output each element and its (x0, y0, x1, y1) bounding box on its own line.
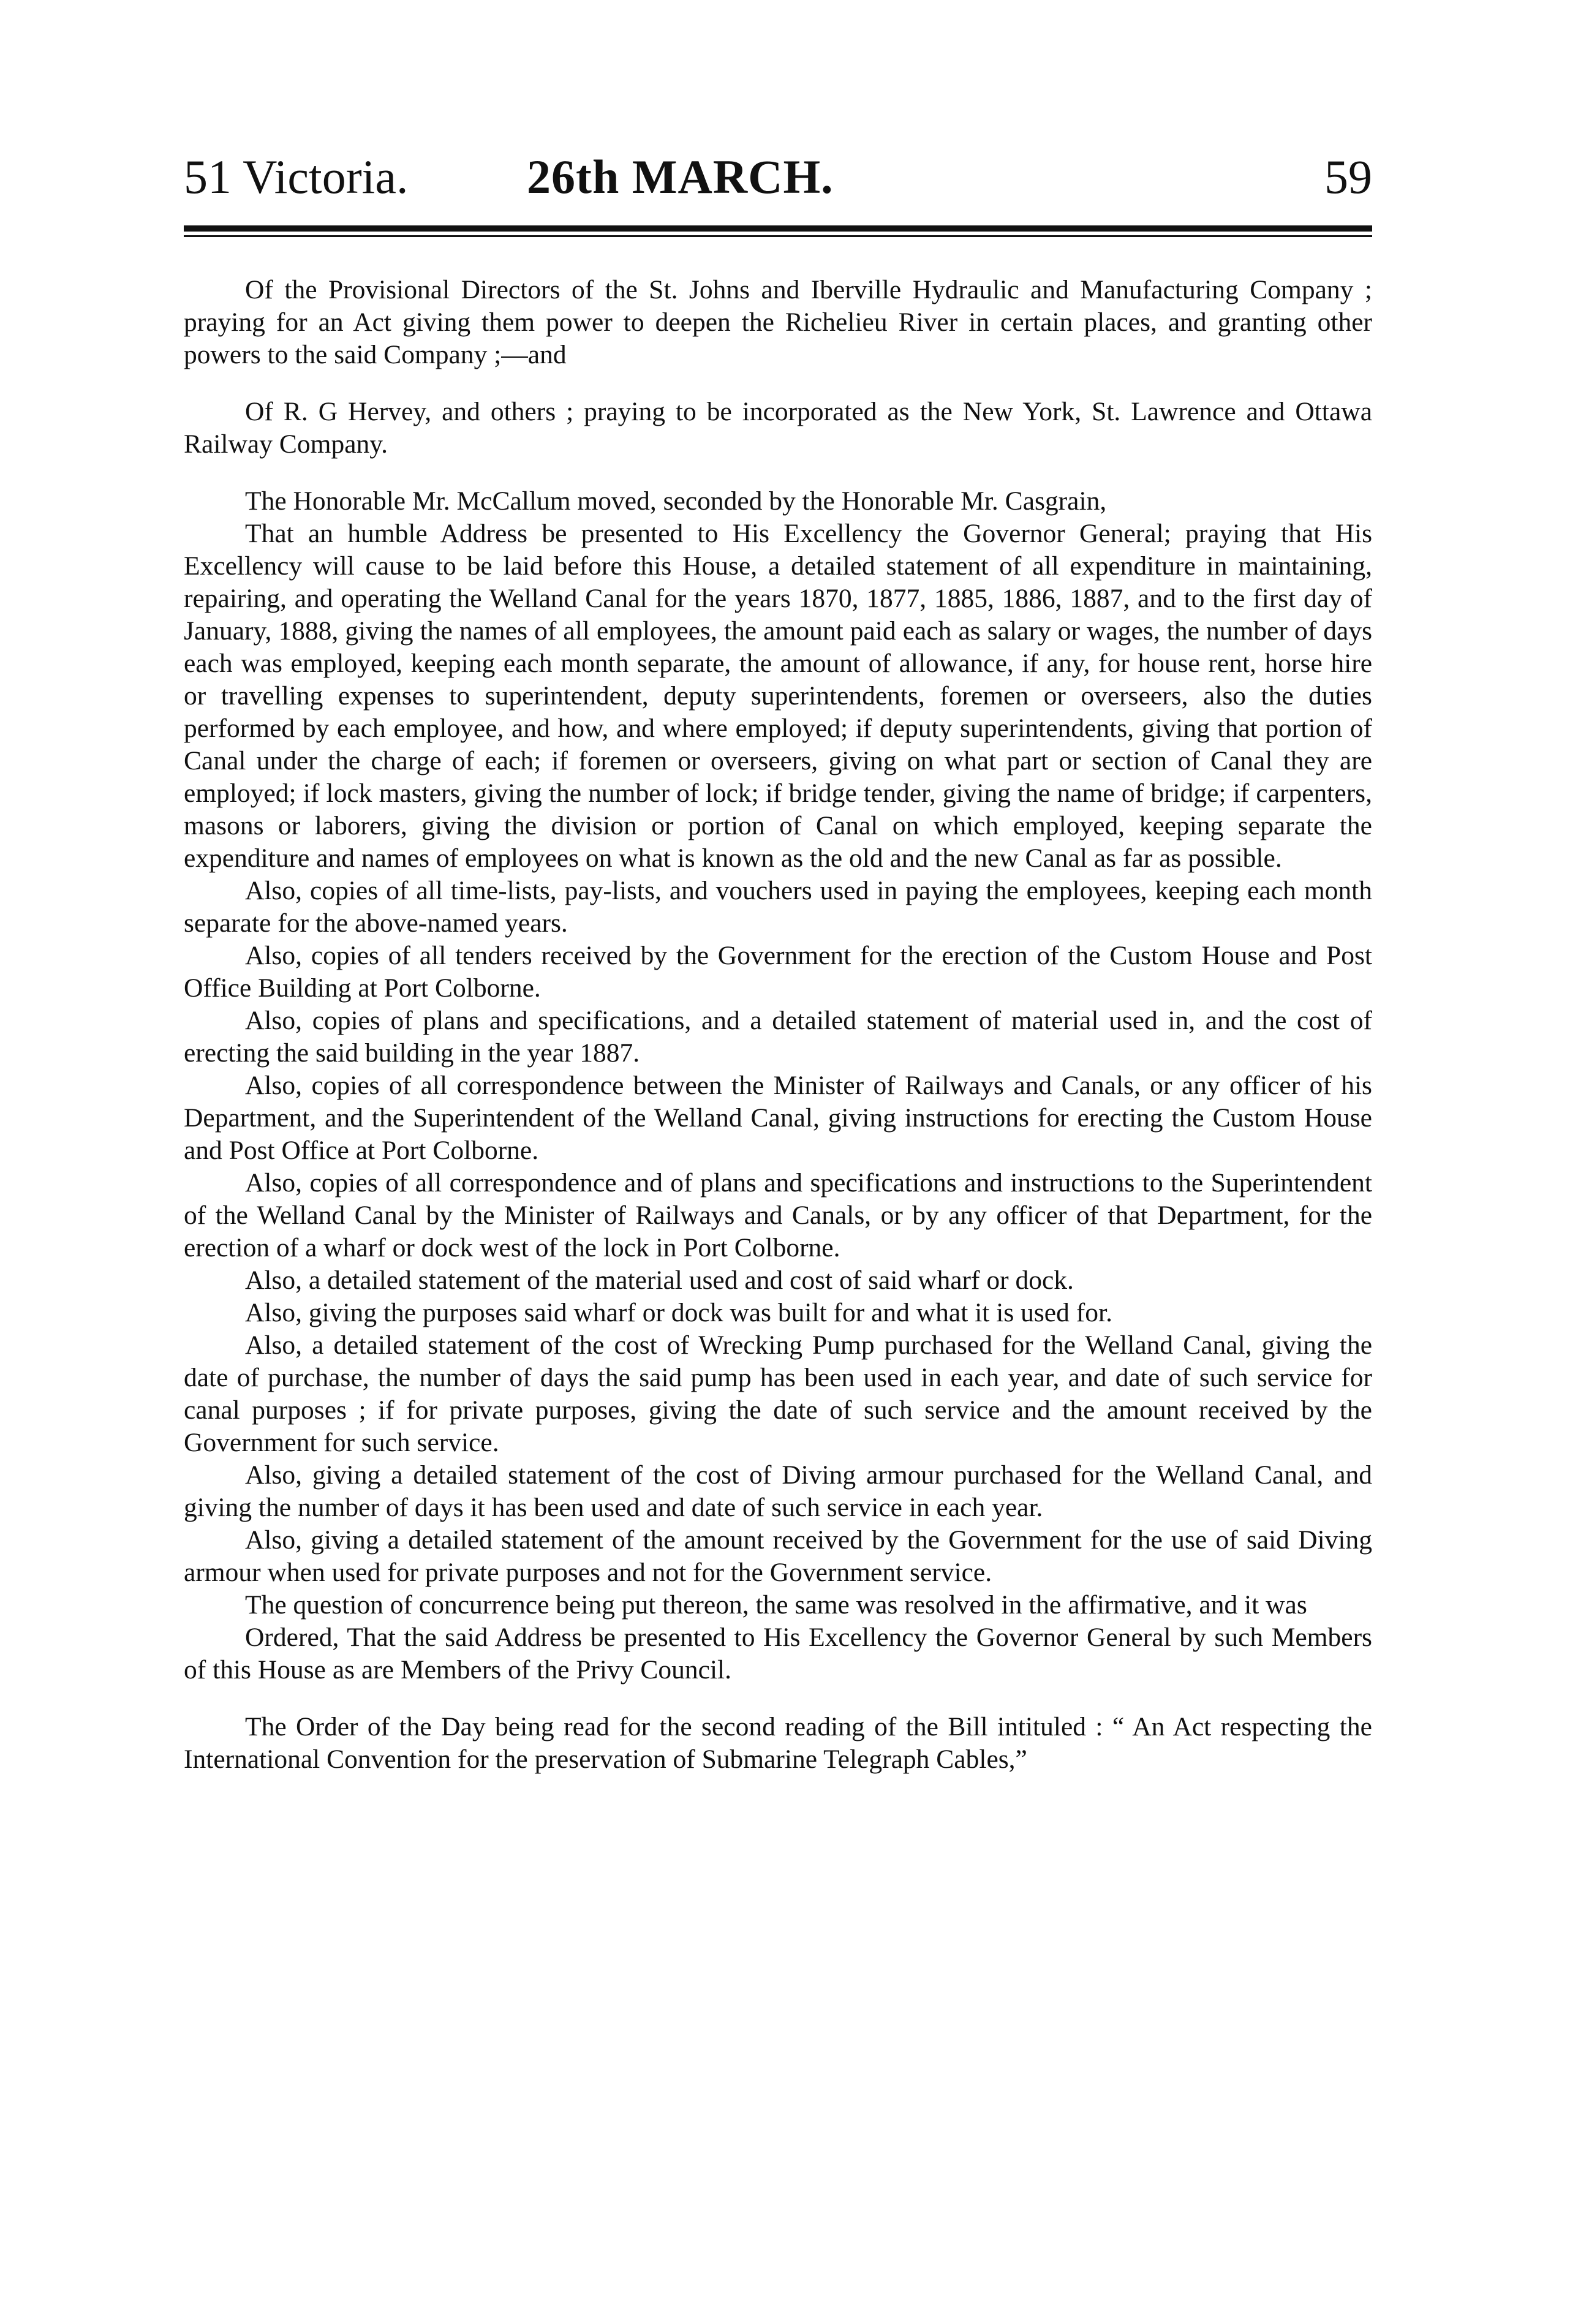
header-rule-thin (184, 235, 1372, 237)
page-body (184, 274, 1372, 1776)
page-header (184, 141, 1372, 214)
address-paragraph: Also, giving the purposes said wharf or dock was built for and what it is used for. (245, 1298, 1112, 1327)
motion-paragraph: The Honorable Mr. McCallum moved, seconded by the Honorable Mr. Casgrain, (245, 486, 1107, 516)
address-paragraph: Also, copies of plans and specifications, and a detailed statement of material used in, and the cost of erecting the said building in the year 1887. (184, 1006, 1372, 1068)
page-number: 59 (1324, 150, 1372, 203)
address-paragraph: Also, copies of all time-lists, pay-lists, and vouchers used in paying the employees, keeping each month separate for the above-named years. (184, 876, 1372, 938)
order-paragraph: Ordered, That the said Address be presented to His Excellency the Governor General by such Members of this House as are Members of the Privy Council. (184, 1623, 1372, 1685)
address-paragraph: Also, a detailed statement of the cost of Wrecking Pump purchased for the Welland Canal, giving the date of purchase, the number of days the said pump has been used in each year, and date of such service for canal purposes ; if for private purposes, giving the date of such service and the amount received by the Government for such service. (184, 1330, 1372, 1457)
bill-paragraph: The Order of the Day being read for the second reading of the Bill intituled : “ An Act respecting the International Convention for the preservation of Submarine Telegraph Cables,” (184, 1712, 1372, 1774)
running-head-session: 51 Victoria. (184, 150, 409, 203)
resolution-paragraph: The question of concurrence being put thereon, the same was resolved in the affirmative, and it was (245, 1590, 1307, 1620)
address-paragraph: Also, a detailed statement of the material used and cost of said wharf or dock. (245, 1266, 1074, 1295)
address-paragraph: That an humble Address be presented to His Excellency the Governor General; praying that His Excellency will cause to be laid before this House, a detailed statement of all expenditure in maintaining, repairing, and operating the Welland Canal for the years 1870, 1877, 1885, 1886, 1887, and to the first day of January, 1888, giving the names of all employees, the amount paid each as salary or wages, the number of days each was employed, keeping each month separate, the amount of allowance, if any, for house rent, horse hire or travelling expenses to superintendent, deputy superintendents, foremen or overseers, also the duties performed by each employee, and how, and where employed; if deputy superintendents, giving that portion of Canal under the charge of each; if foremen or overseers, giving on what part or section of Canal they are employed; if lock masters, giving the number of lock; if bridge tender, giving the name of bridge; if carpenters, masons or laborers, giving the division or portion of Canal on which employed, keeping separate the expenditure and names of employees on what is known as the old and the new Canal as far as possible. (184, 519, 1372, 873)
address-paragraph: Also, copies of all correspondence and of plans and specifications and instructions to the Superintendent of the Welland Canal by the Minister of Railways and Canals, or by any officer of that Department, for the erection of a wharf or dock west of the lock in Port Colborne. (184, 1168, 1372, 1262)
petition-paragraph: Of the Provisional Directors of the St. Johns and Iberville Hydraulic and Manufacturing Company ; praying for an Act giving them power to deepen the Richelieu River in certain places, and granting other powers to the said Company ;—and (184, 275, 1372, 369)
address-paragraph: Also, copies of all correspondence between the Minister of Railways and Canals, or any officer of his Department, and the Superintendent of the Welland Canal, giving instructions for erecting the Custom House and Post Office at Port Colborne. (184, 1071, 1372, 1165)
running-head-date: 26th MARCH. (527, 150, 834, 203)
address-paragraph: Also, giving a detailed statement of the amount received by the Government for the use of said Diving armour when used for private purposes and not for the Government service. (184, 1525, 1372, 1587)
petition-paragraph: Of R. G Hervey, and others ; praying to be incorporated as the New York, St. Lawrence and Ottawa Railway Company. (184, 397, 1372, 459)
address-paragraph: Also, copies of all tenders received by the Government for the erection of the Custom House and Post Office Building at Port Colborne. (184, 941, 1372, 1003)
address-paragraph: Also, giving a detailed statement of the cost of Diving armour purchased for the Welland Canal, and giving the number of days it has been used and date of such service in each year. (184, 1460, 1372, 1522)
journal-page (184, 141, 1372, 1776)
header-rule-thick (184, 225, 1372, 232)
